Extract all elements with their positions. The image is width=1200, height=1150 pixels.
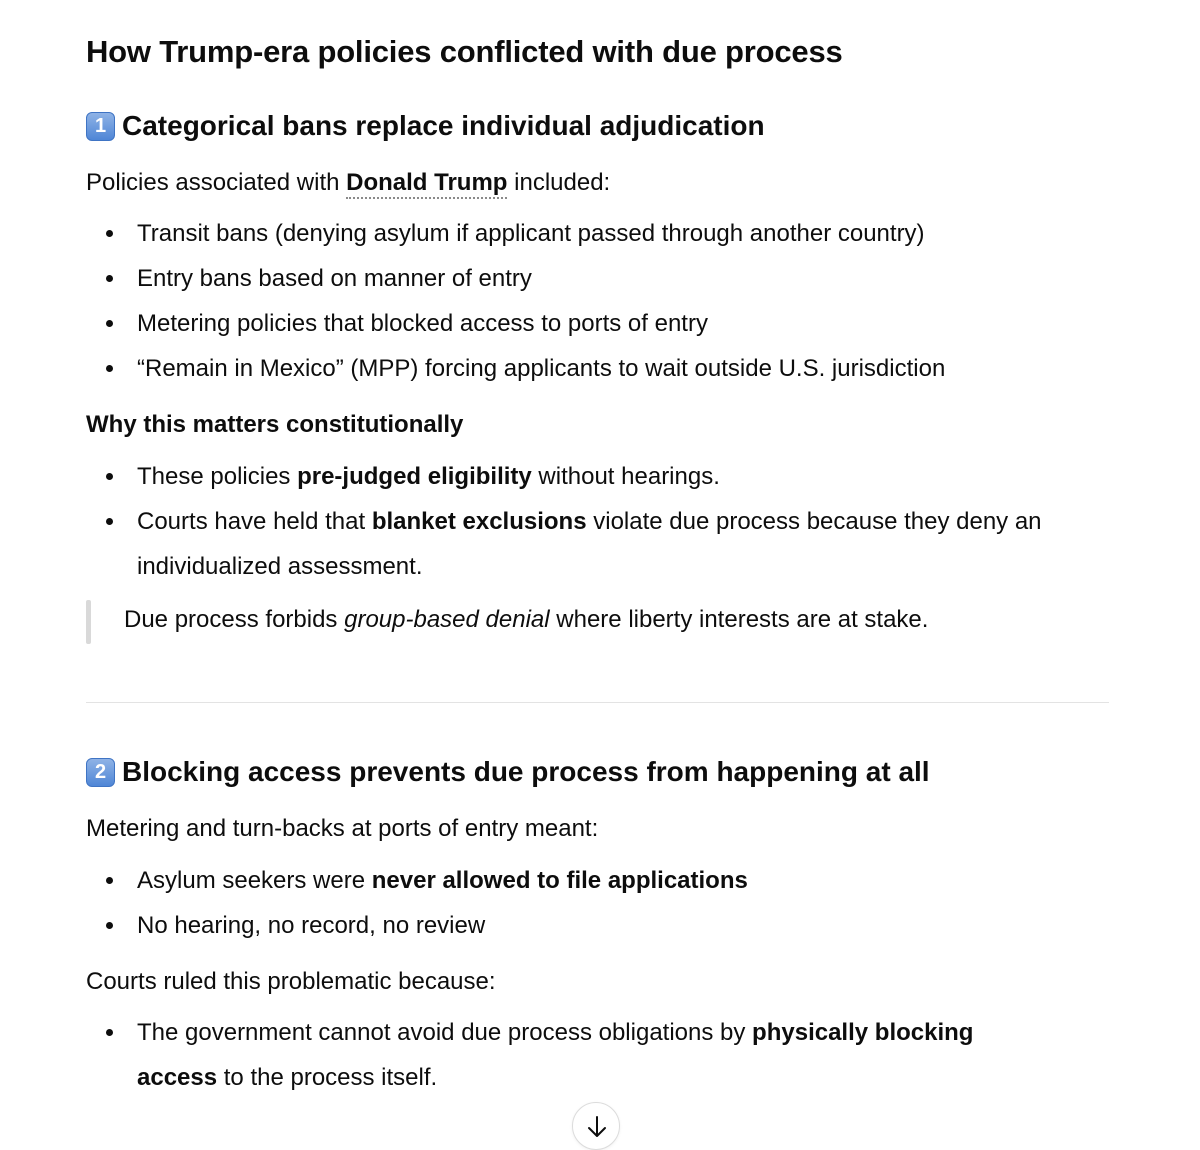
quote-text: where liberty interests are at stake.: [549, 606, 929, 633]
list-item: [86, 858, 1110, 903]
policy-list: [86, 211, 1110, 391]
reason-bold: blanket exclusions: [371, 508, 587, 535]
list-item: Transit bans (denying asylum if applicant passed through another country): [86, 211, 1110, 256]
section-2-heading-text: Blocking access prevents due process from happening at all: [122, 756, 930, 787]
page-title: How Trump-era policies conflicted with due process: [86, 34, 843, 69]
list-item: [86, 454, 1110, 499]
scroll-to-bottom-button[interactable]: [572, 1102, 620, 1150]
quote-emphasis: group-based denial: [344, 606, 550, 633]
intro-suffix: included:: [507, 169, 611, 196]
item-text: No hearing, no record, no review: [137, 912, 486, 939]
section-1-intro: [86, 169, 610, 197]
item-bold: physically blocking access: [137, 1019, 974, 1091]
donald-trump-link[interactable]: Donald Trump: [346, 169, 507, 199]
blockquote-bar: [86, 600, 91, 644]
item-text: Asylum seekers were: [137, 867, 372, 894]
reasons-list: [86, 454, 1110, 589]
section-1-heading-text: Categorical bans replace individual adjudication: [122, 110, 765, 141]
reason-text: without hearings.: [531, 463, 720, 490]
quote-text: Due process forbids: [124, 606, 345, 633]
list-item: Metering policies that blocked access to ports of entry: [86, 301, 1110, 346]
keycap-1-icon: 1: [86, 112, 115, 141]
reason-text: These policies: [137, 463, 298, 490]
reason-text: Courts have held that: [137, 508, 372, 535]
list-item: [86, 903, 1110, 948]
list-item: [86, 499, 1110, 589]
arrow-down-icon: [585, 1114, 609, 1140]
item-text: to the process itself.: [217, 1064, 438, 1091]
section-1-heading: [86, 110, 765, 142]
item-text: The government cannot avoid due process obligations by: [137, 1019, 753, 1046]
courts-list: [86, 1010, 1046, 1100]
section-divider: [86, 702, 1109, 703]
reason-text: violate due process because they deny an individualized assessment.: [137, 508, 1042, 580]
blockquote: [86, 600, 1086, 644]
blockquote-text: [124, 606, 928, 634]
keycap-2-icon: 2: [86, 758, 115, 787]
list-item: [86, 1010, 1046, 1100]
item-bold: never allowed to file applications: [371, 867, 748, 894]
metering-list: [86, 858, 1110, 948]
subheading-why-this-matters: Why this matters constitutionally: [86, 411, 464, 438]
list-item: Entry bans based on manner of entry: [86, 256, 1110, 301]
section-2-heading: [86, 756, 930, 788]
list-item: “Remain in Mexico” (MPP) forcing applicants to wait outside U.S. jurisdiction: [86, 346, 1110, 391]
section-2-intro-2: Courts ruled this problematic because:: [86, 968, 496, 995]
section-2-intro: Metering and turn-backs at ports of entry meant:: [86, 815, 599, 842]
intro-prefix: Policies associated with: [86, 169, 347, 196]
reason-bold: pre-judged eligibility: [297, 463, 532, 490]
